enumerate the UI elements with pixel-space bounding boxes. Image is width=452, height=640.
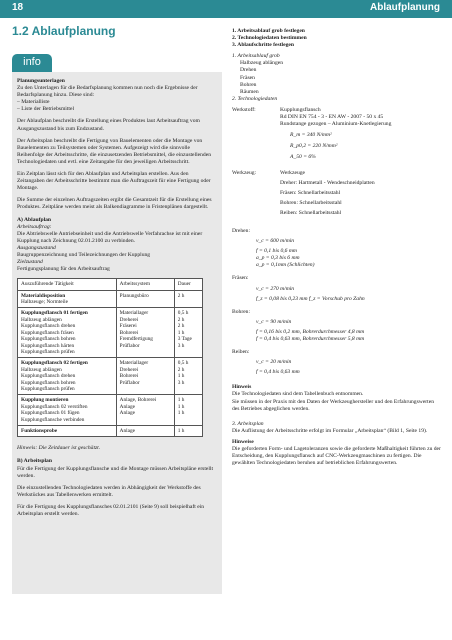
label: Zielzustand [17, 259, 43, 266]
hint-heading: Hinweise [232, 438, 254, 445]
page-header [0, 0, 452, 18]
table-cell: Materiallager Dreherei Fräserei Bohrerei Fremdfertigung Prüflabor [116, 308, 174, 358]
table-cell: 0,5 h 2 h 2 h 1 h 3 Tage 3 h [174, 308, 202, 358]
formula: f = 0,4 bis 0,63 mm [256, 369, 300, 376]
activity-table [17, 278, 203, 437]
formula: v_c = 270 m/min [256, 285, 295, 292]
formula: A_50 = 6% [290, 154, 316, 161]
formula: v_c = 20 m/min [256, 359, 292, 366]
formula: a_p = 0,3 bis 6 mm [256, 255, 300, 262]
table-header: Dauer [174, 279, 202, 290]
table-row [18, 358, 203, 395]
paragraph: Die Abtriebswelle Antriebseinheit und die Antriebswelle Verfahrachse ist mit einer Kupplung nach Zeichnung 02.01.2100 zu verbinden. [17, 230, 203, 244]
table-cell: Planungsbüro [116, 290, 174, 308]
list-item: Halbzeug ablängen [240, 60, 284, 67]
paragraph: Ein Zeitplan lässt sich für den Ablaufplan und Arbeitsplan erstellen. Aus den Zeitangaben der Arbeitsschritte bestimmt man die Auftragszeit für eine Fertigung oder Montage. [17, 171, 211, 192]
list-item: Reiben: Schnellarbeitsstahl [280, 209, 342, 216]
list-item: Bohren [240, 81, 257, 88]
paragraph: Für die Fertigung der Kupplungsflansche und die Montage müssen Arbeitspläne erstellt werden. [17, 465, 214, 479]
list-item: Fräsen: Schnellarbeitsstahl [280, 189, 341, 196]
formula: v_c = 600 m/min [256, 238, 295, 245]
list-item: Drehen [240, 67, 257, 74]
table-cell: Kupplungsflansch 02 fertigen Halbzeug ablängen Kupplungsflansch drehen Kupplungsflansch bohren Kupplungsflansch prüfen [18, 358, 117, 395]
table-cell: Materialdisposition Halbzeuge; Normteile [18, 290, 117, 308]
paragraph: Für die Fertigung des Kupplungsflansches 02.01.2101 (Seite 9) soll beispielhaft ein Arbeitsplan erstellt werden. [17, 503, 205, 518]
table-header: Auszuführende Tätigkeit [18, 279, 117, 290]
step-heading: 3. Ablaufschritte festlegen [232, 42, 294, 49]
paragraph: Fertigungsplanung für den Arbeitsauftrag [17, 266, 110, 273]
list-item: – Liste der Betriebsmittel [17, 106, 75, 113]
paragraph: Sie müssen in der Praxis mit den Daten der Werkzeughersteller und den Erfahrungswerten des Betriebes abgeglichen werden. [232, 398, 435, 412]
section-title: 1.2 Ablaufplanung [12, 24, 116, 38]
material-spec: Rd DIN EN 754 - 3 - EN AW - 2007 - 50 x 45 [280, 114, 384, 121]
table-cell: Kupplung montieren Kupplungsflansch 02 verstiften Kupplungsflansch 01 fügen Kupplungsflansche verbinden [18, 395, 117, 426]
label: Drehen: [232, 227, 251, 234]
table-note: Hinweis: Die Zeitdauer ist geschätzt. [17, 445, 101, 452]
hint-heading: Hinweis [232, 384, 252, 391]
workplan-heading: B) Arbeitsplan [17, 458, 52, 465]
flowplan-heading: A) Ablaufplan [17, 216, 52, 223]
table-cell: 0,5 h 2 h 1 h 3 h [174, 358, 202, 395]
list-item: Dreher: Hartmetall - Wendeschneidplatten [280, 179, 375, 186]
table-cell: Kupplungsflansch 01 fertigen Halbzeug ablängen Kupplungsflansch drehen Kupplungsflansch fräsen Kupplungsflansch bohren Kupplungsflansch härten Kupplungsflansch prüfen [18, 308, 117, 358]
paragraph: Baugruppenzeichnung und Teilezeichnungen der Kupplung [17, 251, 151, 258]
formula: f = 0,16 bis 0,2 mm, Bohrerdurchmesser 4,8 mm [256, 328, 365, 335]
paragraph: Der Ablaufplan beschreibt die Erstellung eines Produktes laut Arbeitsauftrag vom Ausgangszustand bis zum Endzustand. [17, 118, 200, 132]
formula: f = 0,1 bis 0,6 mm [256, 248, 297, 255]
table-cell: 2 h [174, 290, 202, 308]
table-cell: 1 h [174, 425, 202, 436]
paragraph: Die Summe der einzelnen Auftragszeiten ergibt die Gesamtzeit für die Erstellung eines Produktes. Zeitpläne werden meist als Balkendiagramme in Fristenplänen dargestellt. [17, 197, 212, 211]
material-desc: Rundstange gezogen – Aluminium-Knetlegierung [280, 121, 392, 128]
paragraph: Die Auflistung der Arbeitsschritte erfolgt im Formular „Arbeitsplan“ (Bild 1, Seite 19). [232, 427, 428, 434]
paragraph: Die Technologiedaten sind dem Tabellenbuch entnommen. [232, 391, 364, 398]
list-item: – Materialliste [17, 99, 50, 106]
step-heading: 1. Arbeitsablauf grob festlegen [232, 28, 305, 34]
header-title: Ablaufplanung [370, 2, 440, 13]
formula: R_p0,2 = 220 N/mm² [290, 143, 338, 150]
table-row [18, 290, 203, 308]
info-tab: info [12, 54, 52, 72]
label: Reiben: [232, 349, 250, 356]
paragraph: Die einzustellenden Technologiedaten werden in Abhängigkeit der Werkstoffe des Werkstückes aus Tabellenwerken ermittelt. [17, 484, 201, 498]
formula: f_z = 0,08 bis 0,23 mm f_z = Vorschub pro Zahn [256, 295, 365, 302]
formula: a_p = 0,1mm (Schlichten) [256, 262, 315, 269]
label: Bohren: [232, 308, 251, 315]
planning-docs-text: Zu den Unterlagen für die Bedarfsplanung kommen nun noch die Ergebnisse der Bedarfsplanung hinzu. Diese sind: [17, 85, 198, 99]
table-cell: 1 h 1 h 1 h [174, 395, 202, 426]
tools-heading: Werkzeuge [280, 169, 306, 176]
table-cell: Funktionsprobe [18, 425, 117, 436]
table-cell: Anlage, Bohrerei Anlage Anlage [116, 395, 174, 426]
list-item: Räumen [240, 88, 259, 95]
list-item: Fräsen [240, 74, 255, 81]
table-row [18, 395, 203, 426]
label: Werkzeug: [232, 169, 257, 176]
right-column [232, 28, 442, 471]
list-item: Bohren: Schnellarbeitsstahl [280, 199, 342, 206]
table-row [18, 308, 203, 358]
subheading: 2. Technologiedaten [232, 95, 278, 102]
subheading: 1. Arbeitsablauf grob [232, 53, 280, 60]
label: Werkstoff: [232, 106, 256, 113]
paragraph: Der Arbeitsplan beschreibt die Fertigung von Bauelementen oder die Montage von Bauelementen zu Teilsystemen oder Systemen. Aufgezeigt wird die sinnvolle Reihenfolge der Arbeitsschritte, die einzusetzenden Betriebsmittel, die einzustellenden Technologiedaten und evtl. eine Zeitangabe für den jeweiligen Arbeitsschritt. [17, 137, 212, 165]
label: Arbeitsauftrag: [17, 223, 52, 230]
table-row [18, 425, 203, 436]
formula: f = 0,4 bis 0,63 mm, Bohrerdurchmesser 5,8 mm [256, 336, 365, 342]
formula: v_c = 90 m/min [256, 318, 292, 325]
subheading: 3. Arbeitsplan [232, 420, 264, 427]
info-box [12, 72, 222, 594]
table-header-row [18, 279, 203, 290]
paragraph: Die geforderten Form- und Lagetoleranzen sowie die geforderte Maßhaltigkeit führten zu der Entscheidung, den Kupplungsflansch auf CNC-Werkzeugmaschinen zu fertigen. Die gewählten Technologiedaten beruhen auf betrieblichen Erfahrungswerten. [232, 446, 441, 467]
planning-docs-heading: Planungsunterlagen [17, 78, 65, 84]
step-heading: 2. Technologiedaten bestimmen [232, 35, 307, 42]
table-header: Arbeitssystem [116, 279, 174, 290]
label: Ausgangszustand [17, 244, 56, 251]
label: Fräsen: [232, 275, 249, 282]
formula: R_m = 340 N/mm² [290, 132, 332, 139]
table-cell: Materiallager Dreherei Bohrerei Prüflabor [116, 358, 174, 395]
table-cell: Anlage [116, 425, 174, 436]
page-number: 18 [12, 2, 24, 13]
material-name: Kupplungsflansch [280, 106, 321, 113]
